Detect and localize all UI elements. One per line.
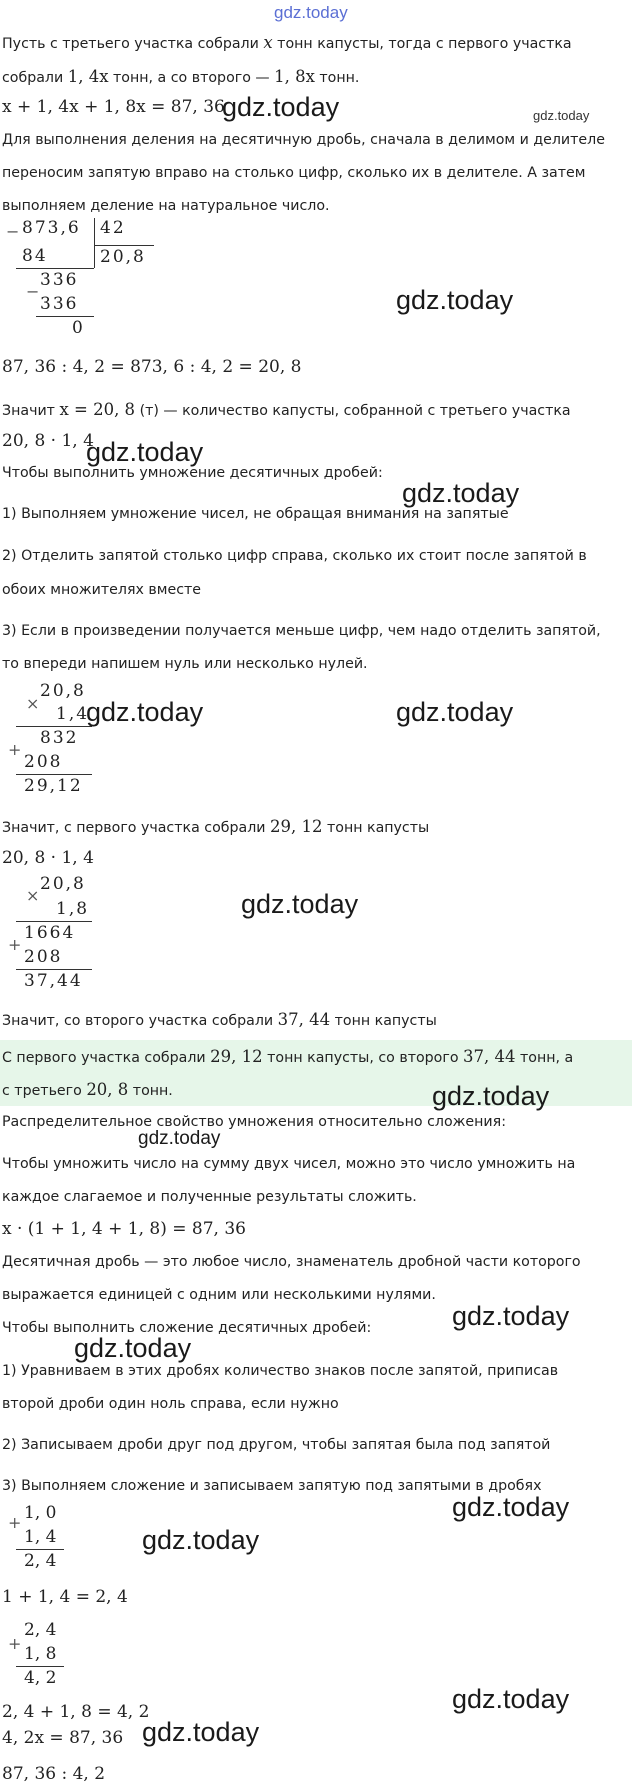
watermark: gdz.today <box>396 285 514 315</box>
partial-product: 208 <box>24 947 63 967</box>
product: 37,44 <box>24 971 83 991</box>
math-term: 37, 44 <box>277 1010 331 1029</box>
minus-sign: − <box>6 222 20 241</box>
equation-sum: 1 + 1, 4 = 2, 4 <box>2 1587 128 1607</box>
mult-rule-line: Чтобы выполнить умножение десятичных дробей: <box>2 465 383 481</box>
setup-line-2 <box>2 60 359 95</box>
plus-sign: + <box>8 1513 22 1532</box>
mult-rule-line: 1) Выполняем умножение чисел, не обращая внимания на запятые <box>2 506 509 522</box>
equation-product: 20, 8 · 1, 4 <box>2 431 94 451</box>
math-term: 1, 4x <box>67 67 109 86</box>
plus-sign: + <box>8 1634 22 1653</box>
subtrahend: 336 <box>40 294 79 314</box>
partial-dividend: 336 <box>40 270 79 290</box>
watermark: gdz.today <box>86 437 204 467</box>
equation-product: 20, 8 · 1, 4 <box>2 848 94 868</box>
plus-sign: + <box>8 740 22 759</box>
text: тонн, а <box>515 1050 574 1066</box>
decimal-rule-line: 2) Записываем дроби друг под другом, чтобы запятая была под запятой <box>2 1437 551 1453</box>
equation-division: 87, 36 : 4, 2 = 873, 6 : 4, 2 = 20, 8 <box>2 357 302 377</box>
text: с третьего <box>2 1083 87 1099</box>
partial-product: 832 <box>40 728 79 748</box>
watermark: gdz.today <box>222 92 340 122</box>
result-first-plot <box>2 810 429 845</box>
distributive-rule-line: Распределительное свойство умножения относительно сложения: <box>2 1114 506 1130</box>
text: Значит <box>2 403 60 419</box>
sum: 4, 2 <box>24 1668 57 1688</box>
watermark: gdz.today <box>533 108 590 123</box>
mult-rule-line: обоих множителях вместе <box>2 582 201 598</box>
equation-sum: 2, 4 + 1, 8 = 4, 2 <box>2 1702 150 1722</box>
text: Значит, со второго участка собрали <box>2 1013 278 1029</box>
text: тонн. <box>128 1083 173 1099</box>
plus-sign: + <box>8 935 22 954</box>
watermark: gdz.today <box>452 1684 570 1714</box>
addend: 1, 8 <box>24 1644 57 1664</box>
division-rule-line: выполняем деление на натуральное число. <box>2 198 330 214</box>
text: Пусть с третьего участка собрали <box>2 36 264 52</box>
sum: 2, 4 <box>24 1551 57 1571</box>
equation-main: x + 1, 4x + 1, 8x = 87, 36 <box>2 97 225 117</box>
remainder: 0 <box>72 318 85 338</box>
rule <box>36 316 94 317</box>
watermark: gdz.today <box>138 1128 221 1149</box>
equation-division: 87, 36 : 4, 2 <box>2 1764 106 1784</box>
mult-rule-line: 2) Отделить запятой столько цифр справа, сколько их стоит после запятой в <box>2 548 587 564</box>
text: тонн капусты, со второго <box>262 1050 464 1066</box>
watermark: gdz.today <box>396 697 514 727</box>
text: тонн, а со второго — <box>108 70 275 86</box>
subtrahend: 84 <box>22 246 48 266</box>
dividend: 873,6 <box>22 218 81 238</box>
answer-line-1 <box>2 1040 573 1075</box>
addend: 2, 4 <box>24 1620 57 1640</box>
watermark: gdz.today <box>142 1525 260 1555</box>
watermark: gdz.today <box>402 478 520 508</box>
factor: 20,8 <box>40 874 86 894</box>
watermark: gdz.today <box>432 1081 550 1111</box>
text: собрали <box>2 70 68 86</box>
watermark: gdz.today <box>86 697 204 727</box>
equation-linear: 4, 2x = 87, 36 <box>2 1728 124 1748</box>
watermark: gdz.today <box>142 1717 260 1747</box>
partial-product: 1664 <box>24 923 76 943</box>
distributive-rule-line: Чтобы умножить число на сумму двух чисел, можно это число умножить на <box>2 1156 576 1172</box>
decimal-rule-line: 1) Уравниваем в этих дробях количество знаков после запятой, приписав <box>2 1363 559 1379</box>
addend: 1, 4 <box>24 1527 57 1547</box>
watermark: gdz.today <box>241 889 359 919</box>
times-sign: × <box>26 886 40 905</box>
factor: 1,8 <box>56 899 90 919</box>
result-second-plot <box>2 1003 437 1038</box>
divisor: 42 <box>100 218 126 238</box>
divisor-underline <box>94 245 154 246</box>
distributive-rule-line: каждое слагаемое и полученные результаты сложить. <box>2 1189 417 1205</box>
rule <box>16 1549 64 1550</box>
division-bar <box>94 218 95 268</box>
text: тонн. <box>314 70 360 86</box>
rule <box>16 921 92 922</box>
text: (т) — количество капусты, собранной с третьего участка <box>135 403 571 419</box>
text: Значит, с первого участка собрали <box>2 820 270 836</box>
decimal-rule-line: второй дроби один ноль справа, если нужно <box>2 1396 339 1412</box>
division-rule-line: переносим запятую вправо на столько цифр, сколько их в делителе. А затем <box>2 165 586 181</box>
watermark: gdz.today <box>74 1333 192 1363</box>
result-third-plot <box>2 393 571 428</box>
text: тонн капусты <box>330 1013 437 1029</box>
rule <box>16 726 92 727</box>
watermark: gdz.today <box>452 1301 570 1331</box>
setup-line-1 <box>2 26 572 61</box>
decimal-rule-line: Чтобы выполнить сложение десятичных дробей: <box>2 1320 372 1336</box>
times-sign: × <box>26 694 40 713</box>
equation-distributive: x · (1 + 1, 4 + 1, 8) = 87, 36 <box>2 1219 246 1239</box>
math-x: x <box>263 33 273 52</box>
math-term: 20, 8 <box>86 1080 129 1099</box>
rule <box>16 268 94 269</box>
factor: 1,4 <box>56 704 90 724</box>
math-term: 29, 12 <box>210 1047 263 1066</box>
partial-product: 208 <box>24 752 63 772</box>
watermark: gdz.today <box>452 1492 570 1522</box>
math-term: 29, 12 <box>270 817 323 836</box>
rule <box>16 969 92 970</box>
mult-rule-line: 3) Если в произведении получается меньше цифр, чем надо отделить запятой, <box>2 623 601 639</box>
quotient: 20,8 <box>100 247 146 267</box>
mult-rule-line: то впереди напишем нуль или несколько нулей. <box>2 656 368 672</box>
minus-sign: − <box>26 282 40 301</box>
text: С первого участка собрали <box>2 1050 211 1066</box>
answer-line-2 <box>2 1073 173 1108</box>
product: 29,12 <box>24 776 83 796</box>
decimal-rule-line: выражается единицей с одним или несколькими нулями. <box>2 1287 436 1303</box>
text: тонн капусты, тогда с первого участка <box>272 36 572 52</box>
math-term: x = 20, 8 <box>59 400 136 419</box>
factor: 20,8 <box>40 681 86 701</box>
rule <box>16 1666 64 1667</box>
math-term: 1, 8x <box>274 67 315 86</box>
rule <box>16 774 92 775</box>
watermark: gdz.today <box>274 3 348 22</box>
decimal-rule-line: Десятичная дробь — это любое число, знаменатель дробной части которого <box>2 1254 581 1270</box>
addend: 1, 0 <box>24 1503 57 1523</box>
math-term: 37, 44 <box>463 1047 516 1066</box>
decimal-rule-line: 3) Выполняем сложение и записываем запятую под запятыми в дробях <box>2 1478 542 1494</box>
division-rule-line: Для выполнения деления на десятичную дробь, сначала в делимом и делителе <box>2 132 605 148</box>
text: тонн капусты <box>322 820 430 836</box>
